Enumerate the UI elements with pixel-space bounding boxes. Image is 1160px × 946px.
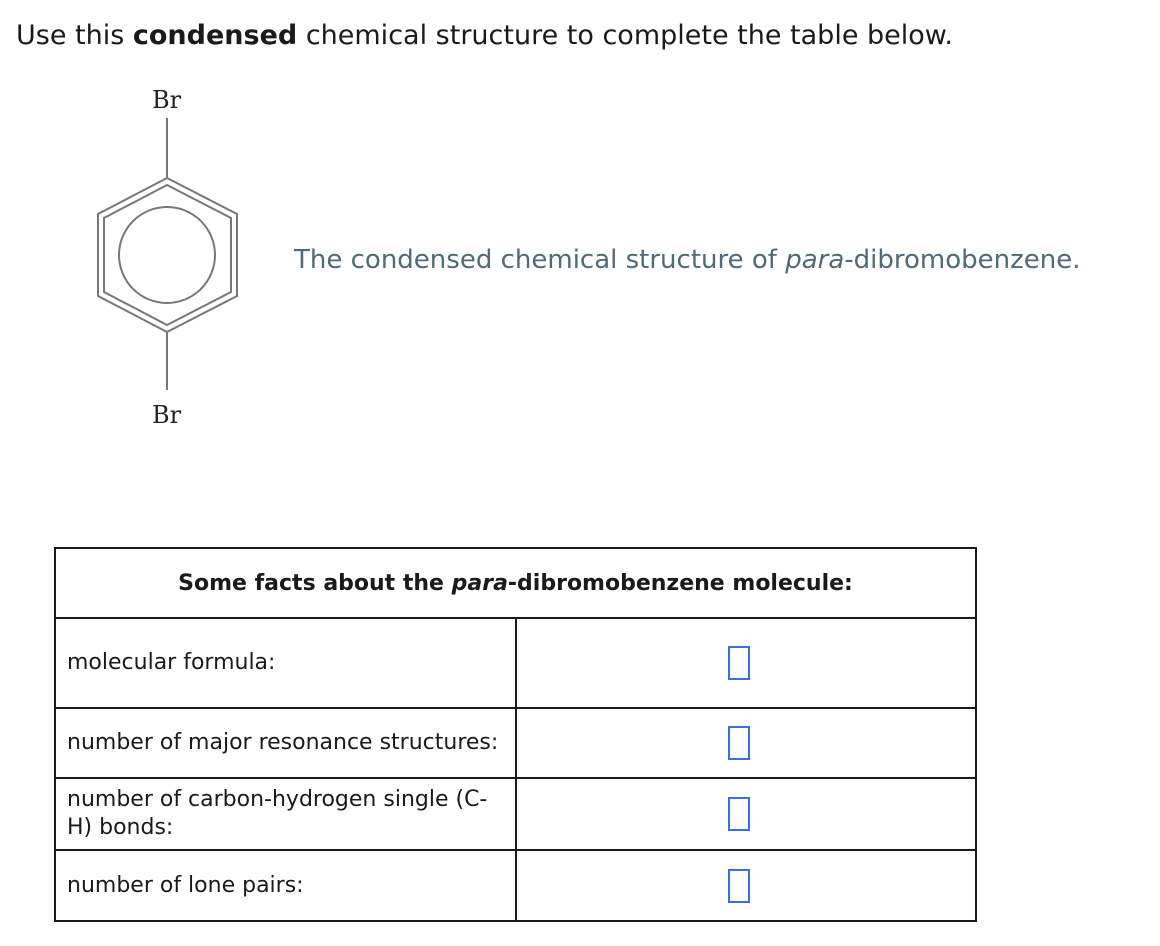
molecular-formula-cell [516, 618, 977, 708]
table-row [55, 618, 976, 708]
resonance-structures-label: number of major resonance structures: [55, 708, 516, 778]
molecular-formula-input[interactable] [728, 646, 750, 680]
structure-diagram [80, 78, 260, 438]
instruction-after: chemical structure to complete the table below. [297, 20, 953, 51]
resonance-structures-cell [516, 708, 977, 778]
caption-before: The condensed chemical structure of [294, 245, 786, 275]
instruction-before: Use this [16, 20, 133, 51]
instruction-bold: condensed [132, 20, 298, 51]
para-dibromobenzene-structure [80, 78, 260, 438]
header-before: Some facts about the [178, 570, 452, 596]
ch-bonds-cell [516, 778, 977, 850]
header-italic: para [451, 570, 508, 596]
lone-pairs-input[interactable] [728, 869, 750, 903]
benzene-ring-inner [104, 185, 231, 325]
header-after: -dibromobenzene molecule: [507, 570, 853, 596]
table-row [55, 708, 976, 778]
instruction-text [16, 18, 953, 54]
ch-bonds-input[interactable] [728, 797, 750, 831]
table-header [55, 548, 976, 618]
table-row [55, 850, 976, 921]
caption-italic: para [785, 245, 845, 275]
top-bromine-label: Br [152, 86, 182, 114]
structure-caption [294, 243, 1081, 277]
lone-pairs-cell [516, 850, 977, 921]
aromatic-circle [119, 207, 215, 303]
bottom-bromine-label: Br [152, 401, 182, 429]
table-row [55, 778, 976, 850]
facts-table [54, 547, 977, 922]
resonance-structures-input[interactable] [728, 726, 750, 760]
molecular-formula-label: molecular formula: [55, 618, 516, 708]
caption-after: -dibromobenzene. [844, 245, 1081, 275]
ch-bonds-label: number of carbon-hydrogen single (C-H) bonds: [55, 778, 516, 850]
table-header-row [55, 548, 976, 618]
lone-pairs-label: number of lone pairs: [55, 850, 516, 921]
